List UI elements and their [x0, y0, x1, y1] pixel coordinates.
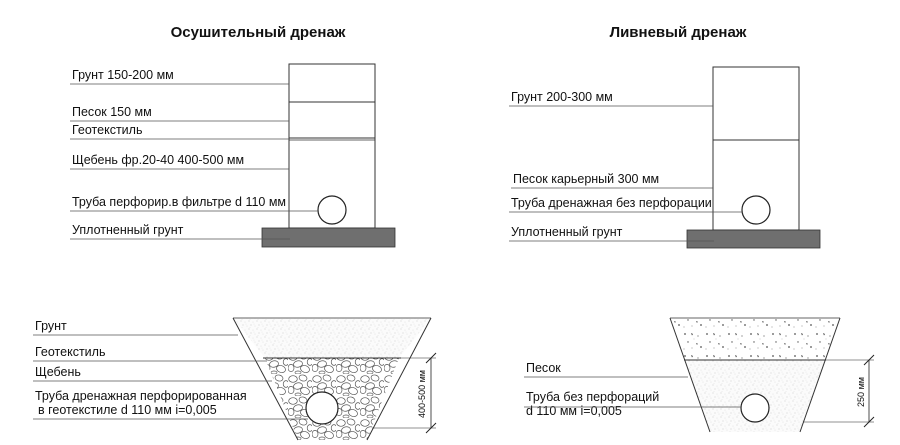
label-sand: Песок 150 мм	[72, 105, 152, 119]
trench-soil-fill	[670, 318, 840, 360]
title-drying-drainage: Осушительный дренаж	[170, 24, 346, 41]
label-geotextile: Геотекстиль	[35, 345, 106, 359]
pipe-perforated-icon	[306, 392, 338, 424]
label-soil: Грунт	[35, 319, 67, 333]
label-soil: Грунт 200-300 мм	[511, 90, 613, 104]
label-pipe-spec: в геотекстиле d 110 мм i=0,005	[38, 403, 217, 417]
label-gravel: Щебень	[35, 365, 81, 379]
layer-sand	[289, 102, 375, 138]
title-storm-drainage: Ливневый дренаж	[609, 24, 747, 41]
label-pipe: Труба дренажная без перфорации	[511, 196, 712, 210]
pipe-non-perforated-icon	[741, 394, 769, 422]
trench-soil-fill	[233, 318, 431, 358]
label-sand: Песок	[526, 361, 561, 375]
dimension-label: 400-500 мм	[417, 370, 427, 418]
label-gravel: Щебень фр.20-40 400-500 мм	[72, 153, 245, 167]
pipe-perforated-icon	[318, 196, 346, 224]
label-compacted-soil: Уплотненный грунт	[72, 223, 184, 237]
label-pipe-spec: d 110 мм i=0,005	[526, 404, 622, 418]
pipe-non-perforated-icon	[742, 196, 770, 224]
section-drying-trench	[33, 318, 436, 440]
layer-soil	[713, 67, 799, 140]
section-storm-drainage	[509, 67, 820, 248]
layer-compacted-soil	[262, 228, 395, 247]
label-soil: Грунт 150-200 мм	[72, 68, 174, 82]
layer-compacted-soil	[687, 230, 820, 248]
section-storm-trench	[524, 318, 874, 432]
layer-soil	[289, 64, 375, 102]
label-pipe: Труба дренажная перфорированная	[35, 389, 247, 403]
section-drying-drainage	[70, 64, 395, 247]
label-compacted-soil: Уплотненный грунт	[511, 225, 623, 239]
label-pipe: Труба без перфораций	[526, 390, 660, 404]
label-pipe: Труба перфорир.в фильтре d 110 мм	[72, 195, 287, 209]
label-geotextile: Геотекстиль	[72, 123, 143, 137]
label-quarry-sand: Песок карьерный 300 мм	[513, 172, 660, 186]
dimension-label: 250 мм	[856, 377, 866, 407]
